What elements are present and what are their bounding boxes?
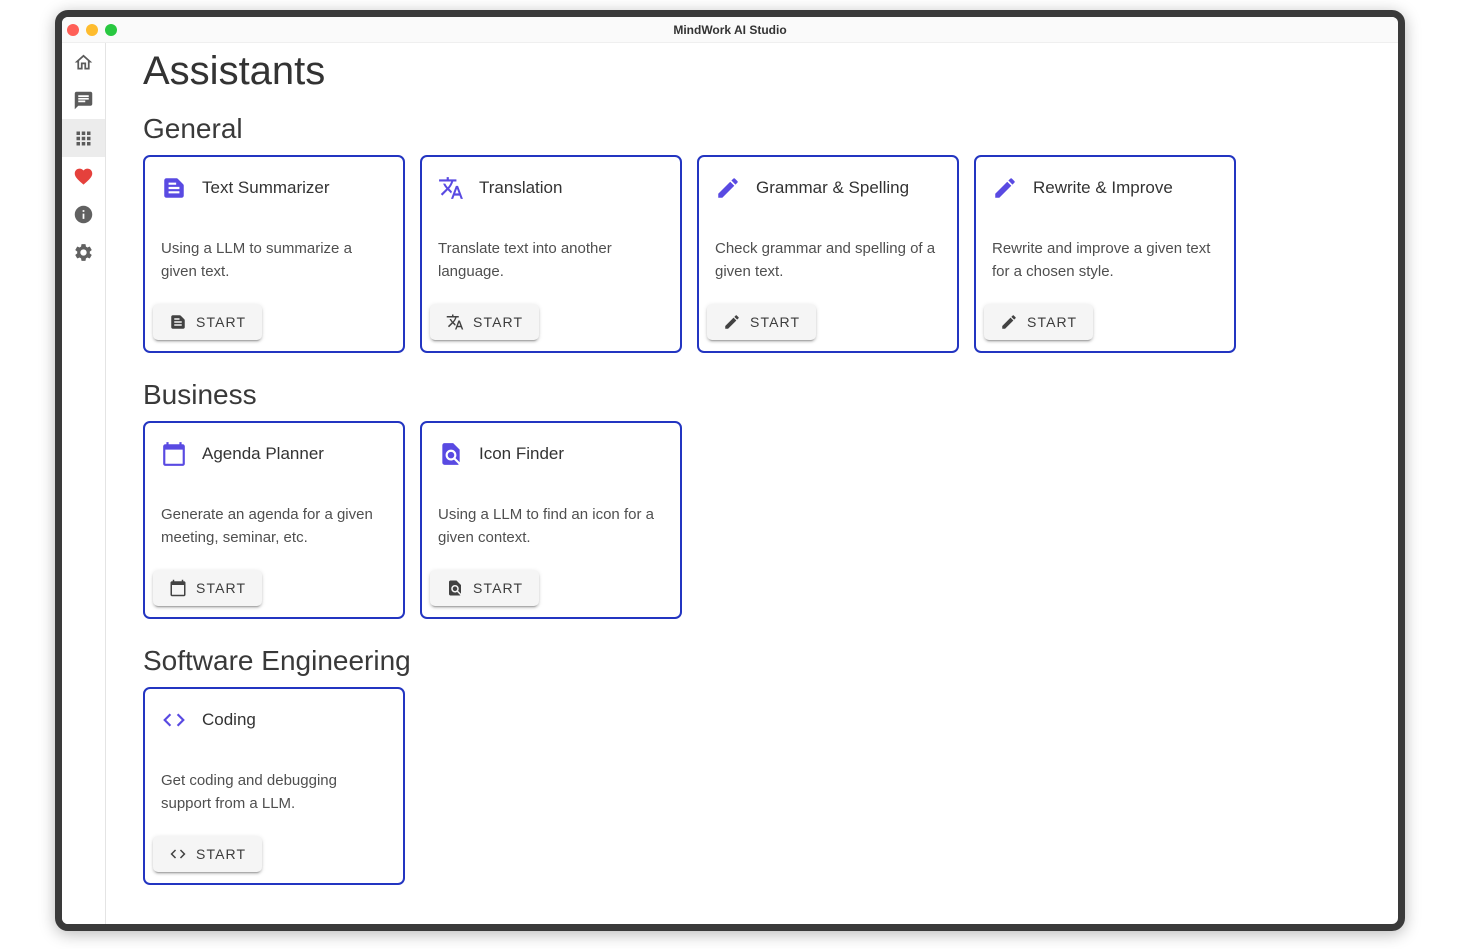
start-button-coding[interactable]: START: [153, 836, 262, 872]
sidebar: [62, 43, 106, 924]
section-title-business: Business: [143, 379, 257, 410]
titlebar: [62, 17, 1398, 43]
start-button-agenda-planner[interactable]: START: [153, 570, 262, 606]
info-icon: [73, 204, 94, 225]
assistant-card-text-summarizer: [143, 155, 405, 353]
start-button-translation[interactable]: START: [430, 304, 539, 340]
edit-pencil-icon: [723, 313, 741, 331]
card-title: Coding: [202, 710, 256, 729]
assistant-card-icon-finder: [420, 421, 682, 619]
card-description: Generate an agenda for a given meeting, seminar, etc.: [161, 506, 373, 546]
edit-pencil-icon: [715, 175, 741, 201]
card-description: Rewrite and improve a given text for a chosen style.: [992, 240, 1211, 280]
heart-icon: [73, 166, 94, 187]
text-snippet-icon: [161, 175, 187, 201]
start-button-grammar-spelling[interactable]: START: [707, 304, 816, 340]
sidebar-item-assistants[interactable]: [62, 119, 105, 157]
sidebar-item-chats[interactable]: [62, 81, 105, 119]
sidebar-item-home[interactable]: [62, 43, 105, 81]
section-title-general: General: [143, 113, 243, 144]
assistant-card-grammar-spelling: [697, 155, 959, 353]
translate-icon: [438, 175, 464, 201]
section-title-software-engineering: Software Engineering: [143, 645, 411, 676]
card-row-business: [143, 421, 1398, 619]
assistant-card-translation: [420, 155, 682, 353]
card-description: Using a LLM to summarize a given text.: [161, 240, 352, 280]
edit-pencil-icon: [992, 175, 1018, 201]
card-description: Check grammar and spelling of a given text.: [715, 240, 936, 280]
assistant-card-agenda-planner: [143, 421, 405, 619]
card-title: Rewrite & Improve: [1033, 178, 1173, 197]
card-title: Translation: [479, 178, 563, 197]
page-title: Assistants: [143, 49, 326, 93]
assistant-card-coding: [143, 687, 405, 885]
apps-grid-icon: [73, 128, 94, 149]
assistant-card-rewrite-improve: [974, 155, 1236, 353]
settings-gear-icon: [73, 242, 94, 263]
app-window: [55, 10, 1405, 931]
find-in-page-icon: [446, 579, 464, 597]
start-button-rewrite-improve[interactable]: START: [984, 304, 1093, 340]
sidebar-item-settings[interactable]: [62, 233, 105, 271]
edit-pencil-icon: [1000, 313, 1018, 331]
card-title: Text Summarizer: [202, 178, 330, 197]
sidebar-item-about[interactable]: [62, 195, 105, 233]
card-description: Get coding and debugging support from a LLM.: [161, 772, 337, 812]
card-title: Icon Finder: [479, 444, 565, 463]
code-icon: [169, 845, 187, 863]
find-in-page-icon: [438, 441, 464, 467]
card-title: Grammar & Spelling: [756, 178, 910, 197]
sidebar-item-supporters[interactable]: [62, 157, 105, 195]
chat-icon: [73, 90, 94, 111]
code-icon: [161, 707, 187, 733]
translate-icon: [446, 313, 464, 331]
start-button-icon-finder[interactable]: START: [430, 570, 539, 606]
start-button-text-summarizer[interactable]: START: [153, 304, 262, 340]
home-icon: [73, 52, 94, 73]
card-title: Agenda Planner: [202, 444, 324, 463]
text-snippet-icon: [169, 313, 187, 331]
card-description: Using a LLM to find an icon for a given context.: [438, 506, 654, 546]
card-row-general: [143, 155, 1398, 353]
card-row-software-engineering: [143, 687, 1398, 885]
card-description: Translate text into another language.: [438, 240, 612, 280]
window-title: MindWork AI Studio: [673, 22, 787, 37]
main-content: [106, 43, 1398, 924]
calendar-icon: [161, 441, 187, 467]
calendar-icon: [169, 579, 187, 597]
